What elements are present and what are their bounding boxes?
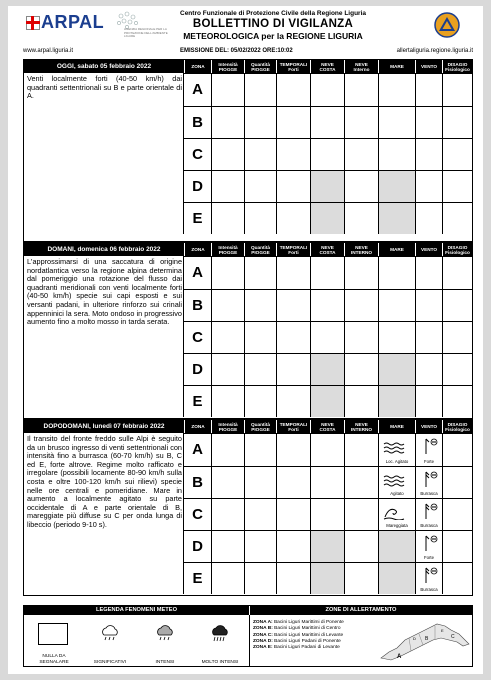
- forecast-cell: [244, 434, 276, 466]
- zone-letter: D: [192, 538, 203, 555]
- zone-letter: B: [192, 296, 203, 314]
- map-label-a: A: [397, 654, 402, 660]
- section-text: Venti localmente forti (40-50 km/h) dai quadranti settentrionali su B e parte orientale di A.: [27, 74, 182, 101]
- cloud-rain-icon: [99, 625, 121, 645]
- forecast-cell: [442, 354, 472, 385]
- column-header: NEVE INTERNO: [344, 420, 378, 433]
- zone-cell: [184, 290, 211, 322]
- forecast-cell: [344, 499, 378, 530]
- column-header: ZONA: [184, 420, 211, 433]
- forecast-cell: [276, 386, 310, 417]
- arpal-logo: ARPAL: [41, 12, 105, 32]
- forecast-cell: [276, 203, 310, 234]
- forecast-cell: [244, 563, 276, 594]
- zone-cell: [184, 171, 211, 202]
- zone-cell: [184, 531, 211, 562]
- forecast-cell: [415, 499, 442, 530]
- column-header: NEVE Interno: [344, 60, 378, 73]
- column-header: NEVE INTERNO: [344, 243, 378, 256]
- forecast-cell: [442, 171, 472, 202]
- forecast-cell: [442, 257, 472, 289]
- forecast-cell: [415, 354, 442, 385]
- zone-letter: C: [192, 146, 203, 163]
- forecast-cell: [310, 467, 344, 499]
- zone-cell: [184, 499, 211, 530]
- mare-label: Loc. Agitato: [385, 458, 409, 464]
- zone-list-item: ZONA D: Bacini Liguri Padani di Ponente: [253, 638, 341, 644]
- column-header: MARE: [378, 243, 415, 256]
- forecast-cell: [244, 322, 276, 353]
- forecast-cell: [378, 467, 415, 499]
- section-tomorrow: [23, 242, 473, 419]
- wave-icon: [383, 441, 405, 455]
- forecast-cell: [310, 531, 344, 562]
- wind-icon: [420, 534, 440, 552]
- forecast-cell: [211, 107, 244, 139]
- section-day: DOPODOMANI, lunedì 07 febbraio 2022: [43, 423, 165, 430]
- forecast-cell: [415, 74, 442, 106]
- zone-cell: [184, 139, 211, 170]
- zone-list-item: ZONA C: Bacini Liguri Marittimi di Levante: [253, 632, 344, 638]
- column-header: DISAGIO Fisiologico: [442, 60, 472, 73]
- forecast-cell: [310, 322, 344, 353]
- wind-icon: [420, 502, 440, 520]
- zone-letter: E: [192, 393, 203, 410]
- vento-label: Burrasca: [420, 587, 438, 592]
- forecast-cell: [344, 74, 378, 106]
- column-header: DISAGIO Fisiologico: [442, 420, 472, 433]
- forecast-cell: [310, 290, 344, 322]
- forecast-cell: [276, 434, 310, 466]
- forecast-cell: [344, 354, 378, 385]
- column-header: MARE: [378, 60, 415, 73]
- mareggiata-icon: [383, 506, 405, 520]
- forecast-cell: [344, 531, 378, 562]
- column-header: ZONA: [184, 60, 211, 73]
- zone-cell: [184, 203, 211, 234]
- protezione-civile-icon: [434, 12, 460, 38]
- zone-letter: E: [192, 570, 203, 587]
- forecast-cell: [442, 386, 472, 417]
- section-text: Il transito del fronte freddo sulle Alpi è seguito da un brusco ingresso di venti settentrionali con intensità fino a burrasca (60-70 km/h) su B, C ed E, forte altrove. Regime molto rafficato e irregolare (possibili locamente 80-90 km/h sulla costa e oltre 100-120 km/h sui rilievi) specie nelle ore centrali e pomeridiane. Mare in aumento a localmente agitato su parte occidentale di A e parte orientale di B, mareggiate più diffuse su C per onda lunga di libeccio (periodo 9-10 s).: [27, 434, 182, 529]
- forecast-cell: [415, 531, 442, 562]
- forecast-cell: [344, 139, 378, 170]
- cloud-storm-icon: [154, 625, 176, 645]
- forecast-cell: [344, 257, 378, 289]
- zone-letter: A: [192, 81, 203, 99]
- vento-label: Forte: [423, 555, 435, 560]
- forecast-cell: [415, 386, 442, 417]
- legend-item-nulla: [28, 619, 80, 665]
- column-header: Quantità PIOGGE: [244, 243, 276, 256]
- column-header: NEVE COSTA: [310, 60, 344, 73]
- forecast-cell: [344, 467, 378, 499]
- forecast-cell: [442, 434, 472, 466]
- forecast-cell: [244, 107, 276, 139]
- forecast-cell: [244, 257, 276, 289]
- forecast-cell: [442, 531, 472, 562]
- zone-letter: D: [192, 361, 203, 378]
- zone-cell: [184, 74, 211, 106]
- map-label-b: B: [425, 636, 429, 642]
- zone-row: [184, 321, 472, 353]
- mare-label: Mareggiata: [386, 523, 408, 528]
- zone-row: [184, 170, 472, 202]
- forecast-cell: [310, 139, 344, 170]
- forecast-cell: [378, 257, 415, 289]
- column-header: Intensità PIOGGE: [211, 243, 244, 256]
- legend-header: [24, 606, 472, 615]
- forecast-cell: [276, 322, 310, 353]
- section-text: L'approssimarsi di una saccatura di origine nordatlantica verso la regione alpina determina dal pomeriggio una rotazione del flusso dai quadranti meridionali con venti localmente forti (40-50 km/h) specie sui capi esposti e sui versanti padani, in ulteriore rinforzo sui crinali appenninici la sera. Moto ondoso in progressivo aumento fino a molto mosso in tarda serata.: [27, 257, 182, 327]
- map-label-e: E: [441, 628, 444, 633]
- forecast-cell: [442, 499, 472, 530]
- zone-letter: D: [192, 178, 203, 195]
- zone-list: [253, 620, 344, 651]
- zone-letter: A: [192, 441, 203, 459]
- forecast-cell: [276, 290, 310, 322]
- forecast-cell: [415, 139, 442, 170]
- forecast-cell: [378, 434, 415, 466]
- forecast-cell: [244, 171, 276, 202]
- liguria-zone-map: [379, 618, 471, 664]
- forecast-cell: [378, 203, 415, 234]
- arpal-small-text: AGENZIA REGIONALE PER LA PROTEZIONE DELL'AMBIENTE LIGURE: [124, 27, 168, 38]
- link-row: [23, 48, 473, 58]
- forecast-cell: [276, 467, 310, 499]
- forecast-cell: [378, 563, 415, 594]
- vento-label: Burrasca: [420, 491, 438, 496]
- zone-letter: E: [192, 210, 203, 227]
- forecast-cell: [211, 203, 244, 234]
- legend-label: SIGNIFICATIVI: [93, 659, 127, 665]
- zone-letter: A: [192, 264, 203, 282]
- legend-title-left: LEGENDA FENOMENI METEO: [96, 607, 177, 613]
- forecast-cell: [415, 107, 442, 139]
- zone-list-item: ZONA A: Bacini Liguri Marittimi di Ponente: [253, 620, 344, 625]
- section-today: [23, 59, 473, 242]
- zone-letter: B: [192, 473, 203, 491]
- column-header: TEMPORALI Forti: [276, 420, 310, 433]
- wind-icon: [420, 437, 440, 455]
- forecast-cell: [415, 171, 442, 202]
- forecast-cell: [211, 531, 244, 562]
- zone-cell: [184, 434, 211, 466]
- zone-row: [184, 106, 472, 139]
- zone-cell: [184, 354, 211, 385]
- forecast-cell: [344, 107, 378, 139]
- forecast-cell: [415, 322, 442, 353]
- forecast-cell: [378, 354, 415, 385]
- forecast-cell: [344, 563, 378, 594]
- forecast-cell: [344, 434, 378, 466]
- forecast-cell: [244, 386, 276, 417]
- forecast-cell: [211, 290, 244, 322]
- forecast-cell: [244, 531, 276, 562]
- column-header: NEVE COSTA: [310, 420, 344, 433]
- forecast-cell: [276, 499, 310, 530]
- section-header: [24, 243, 472, 256]
- forecast-cell: [344, 171, 378, 202]
- header-center: [158, 10, 388, 41]
- forecast-cell: [344, 386, 378, 417]
- section-day-after: [23, 419, 473, 596]
- zone-row: [184, 289, 472, 322]
- forecast-cell: [378, 107, 415, 139]
- vento-label: Forte: [423, 458, 435, 464]
- forecast-cell: [415, 203, 442, 234]
- section-header: [24, 420, 472, 433]
- zone-cell: [184, 386, 211, 417]
- forecast-cell: [310, 499, 344, 530]
- liguria-flag-icon: [26, 16, 40, 30]
- forecast-cell: [211, 499, 244, 530]
- zone-cell: [184, 563, 211, 594]
- forecast-cell: [276, 139, 310, 170]
- forecast-cell: [415, 467, 442, 499]
- zone-letter: C: [192, 329, 203, 346]
- legend-label: MOLTO INTENSI: [201, 659, 239, 665]
- zone-row: [184, 530, 472, 562]
- forecast-cell: [244, 74, 276, 106]
- forecast-cell: [211, 563, 244, 594]
- zone-row: [184, 256, 472, 289]
- map-label-d: D: [413, 636, 416, 641]
- zone-list-item: ZONA B: Bacini Liguri Marittimi di Centro: [253, 626, 341, 632]
- forecast-cell: [211, 434, 244, 466]
- column-header: MARE: [378, 420, 415, 433]
- forecast-cell: [310, 203, 344, 234]
- zone-list-item: ZONA E: Bacini Liguri Padani di Levante: [253, 645, 340, 651]
- section-day: DOMANI, domenica 06 febbraio 2022: [47, 246, 161, 253]
- page-title: BOLLETTINO DI VIGILANZA: [192, 18, 354, 30]
- forecast-cell: [211, 467, 244, 499]
- column-header: DISAGIO Fisiologico: [442, 243, 472, 256]
- forecast-cell: [378, 499, 415, 530]
- forecast-cell: [378, 531, 415, 562]
- forecast-cell: [442, 322, 472, 353]
- zone-row: [184, 385, 472, 417]
- column-header: Quantità PIOGGE: [244, 60, 276, 73]
- forecast-cell: [310, 74, 344, 106]
- forecast-cell: [310, 354, 344, 385]
- forecast-cell: [211, 322, 244, 353]
- forecast-cell: [310, 386, 344, 417]
- zone-cell: [184, 107, 211, 139]
- forecast-cell: [344, 322, 378, 353]
- zone-row: [184, 202, 472, 234]
- zone-cell: [184, 257, 211, 289]
- zone-cell: [184, 467, 211, 499]
- forecast-cell: [244, 139, 276, 170]
- forecast-cell: [244, 203, 276, 234]
- map-label-c: C: [451, 634, 455, 640]
- column-header: NEVE COSTA: [310, 243, 344, 256]
- forecast-cell: [442, 107, 472, 139]
- zone-row: [184, 498, 472, 530]
- forecast-cell: [442, 74, 472, 106]
- forecast-cell: [442, 203, 472, 234]
- page-title-2: METEOROLOGICA per la REGIONE LIGURIA: [183, 31, 363, 41]
- forecast-cell: [344, 203, 378, 234]
- forecast-cell: [211, 139, 244, 170]
- forecast-cell: [211, 257, 244, 289]
- mare-label: Agitato: [390, 491, 404, 496]
- forecast-cell: [276, 563, 310, 594]
- legend: [23, 605, 473, 667]
- forecast-cell: [211, 354, 244, 385]
- forecast-cell: [211, 386, 244, 417]
- forecast-cell: [378, 322, 415, 353]
- forecast-cell: [276, 257, 310, 289]
- forecast-cell: [310, 107, 344, 139]
- section-header: [24, 60, 472, 73]
- legend-item-intensi: [139, 619, 191, 665]
- forecast-cell: [378, 386, 415, 417]
- zone-row: [184, 138, 472, 170]
- wind-icon: [420, 470, 440, 488]
- website-right[interactable]: allertaliguria.regione.liguria.it: [396, 48, 473, 54]
- column-header: VENTO: [415, 60, 442, 73]
- column-header: ZONA: [184, 243, 211, 256]
- legend-label: NULLA DA SEGNALARE: [39, 654, 69, 665]
- legend-label: INTENSI: [155, 659, 175, 665]
- forecast-cell: [310, 563, 344, 594]
- forecast-cell: [310, 257, 344, 289]
- forecast-cell: [244, 354, 276, 385]
- header-subtitle: Centro Funzionale di Protezione Civile della Regione Liguria: [180, 10, 366, 17]
- zone-row: [184, 466, 472, 499]
- legend-item-significativi: [84, 619, 136, 665]
- forecast-cell: [344, 290, 378, 322]
- column-header: TEMPORALI Forti: [276, 243, 310, 256]
- column-header: VENTO: [415, 243, 442, 256]
- forecast-cell: [442, 467, 472, 499]
- vento-label: Burrasca: [420, 523, 438, 528]
- forecast-cell: [276, 531, 310, 562]
- forecast-cell: [276, 354, 310, 385]
- zone-letter: B: [192, 113, 203, 131]
- zone-row: [184, 562, 472, 594]
- forecast-cell: [415, 563, 442, 594]
- zone-letter: C: [192, 506, 203, 523]
- forecast-cell: [276, 74, 310, 106]
- forecast-cell: [211, 171, 244, 202]
- forecast-cell: [244, 467, 276, 499]
- forecast-cell: [310, 171, 344, 202]
- wind-icon: [420, 566, 440, 584]
- forecast-cell: [310, 434, 344, 466]
- forecast-cell: [244, 499, 276, 530]
- legend-title-right: ZONE DI ALLERTAMENTO: [249, 606, 472, 615]
- column-header: VENTO: [415, 420, 442, 433]
- forecast-cell: [415, 434, 442, 466]
- zone-row: [184, 73, 472, 106]
- section-day: OGGI, sabato 05 febbraio 2022: [56, 63, 152, 70]
- zone-row: [184, 433, 472, 466]
- forecast-cell: [378, 74, 415, 106]
- forecast-cell: [211, 74, 244, 106]
- website-left[interactable]: www.arpal.liguria.it: [23, 48, 74, 54]
- forecast-cell: [378, 139, 415, 170]
- forecast-cell: [378, 290, 415, 322]
- forecast-cell: [415, 290, 442, 322]
- wave-icon: [383, 474, 405, 488]
- forecast-cell: [276, 107, 310, 139]
- column-header: TEMPORALI Forti: [276, 60, 310, 73]
- forecast-cell: [244, 290, 276, 322]
- zone-cell: [184, 322, 211, 353]
- column-header: Intensità PIOGGE: [211, 60, 244, 73]
- header: [8, 6, 483, 46]
- zone-row: [184, 353, 472, 385]
- empty-box-icon: [38, 623, 68, 645]
- legend-item-molto-intensi: [194, 619, 246, 665]
- forecast-cell: [442, 563, 472, 594]
- cloud-heavy-storm-icon: [209, 625, 231, 645]
- emission-date: EMISSIONE DEL: 05/02/2022 ORE:10:02: [180, 48, 293, 54]
- forecast-cell: [415, 257, 442, 289]
- forecast-cell: [276, 171, 310, 202]
- forecast-cell: [442, 290, 472, 322]
- bulletin-page: [8, 6, 483, 674]
- forecast-cell: [378, 171, 415, 202]
- forecast-cell: [442, 139, 472, 170]
- column-header: Intensità PIOGGE: [211, 420, 244, 433]
- column-header: Quantità PIOGGE: [244, 420, 276, 433]
